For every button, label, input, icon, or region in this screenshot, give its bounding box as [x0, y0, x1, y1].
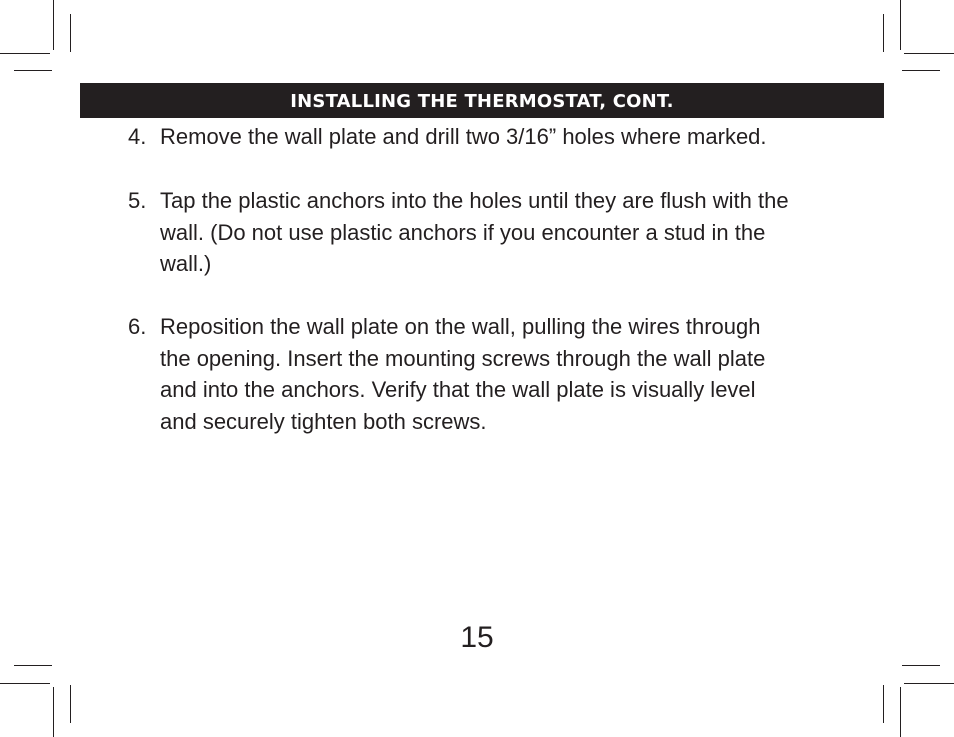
- list-item: [128, 311, 848, 437]
- page-number: 15: [460, 621, 494, 654]
- list-item: [128, 185, 848, 280]
- step-number: 5.: [128, 188, 147, 213]
- section-title: INSTALLING THE THERMOSTAT, CONT.: [290, 91, 674, 112]
- step-text: Tap the plastic anchors into the holes until they are flush with the wall. (Do not use plastic anchors if you encounter a stud in the wall.): [160, 188, 789, 276]
- step-number: 4.: [128, 124, 147, 149]
- step-text: Reposition the wall plate on the wall, pulling the wires through the opening. Insert the mounting screws through the wall plate and into the anchors. Verify that the wall plate is visually level and securely tighten both screws.: [160, 314, 766, 434]
- step-number: 6.: [128, 314, 147, 339]
- step-text: Remove the wall plate and drill two 3/16” holes where marked.: [160, 124, 767, 149]
- list-item: [128, 121, 848, 153]
